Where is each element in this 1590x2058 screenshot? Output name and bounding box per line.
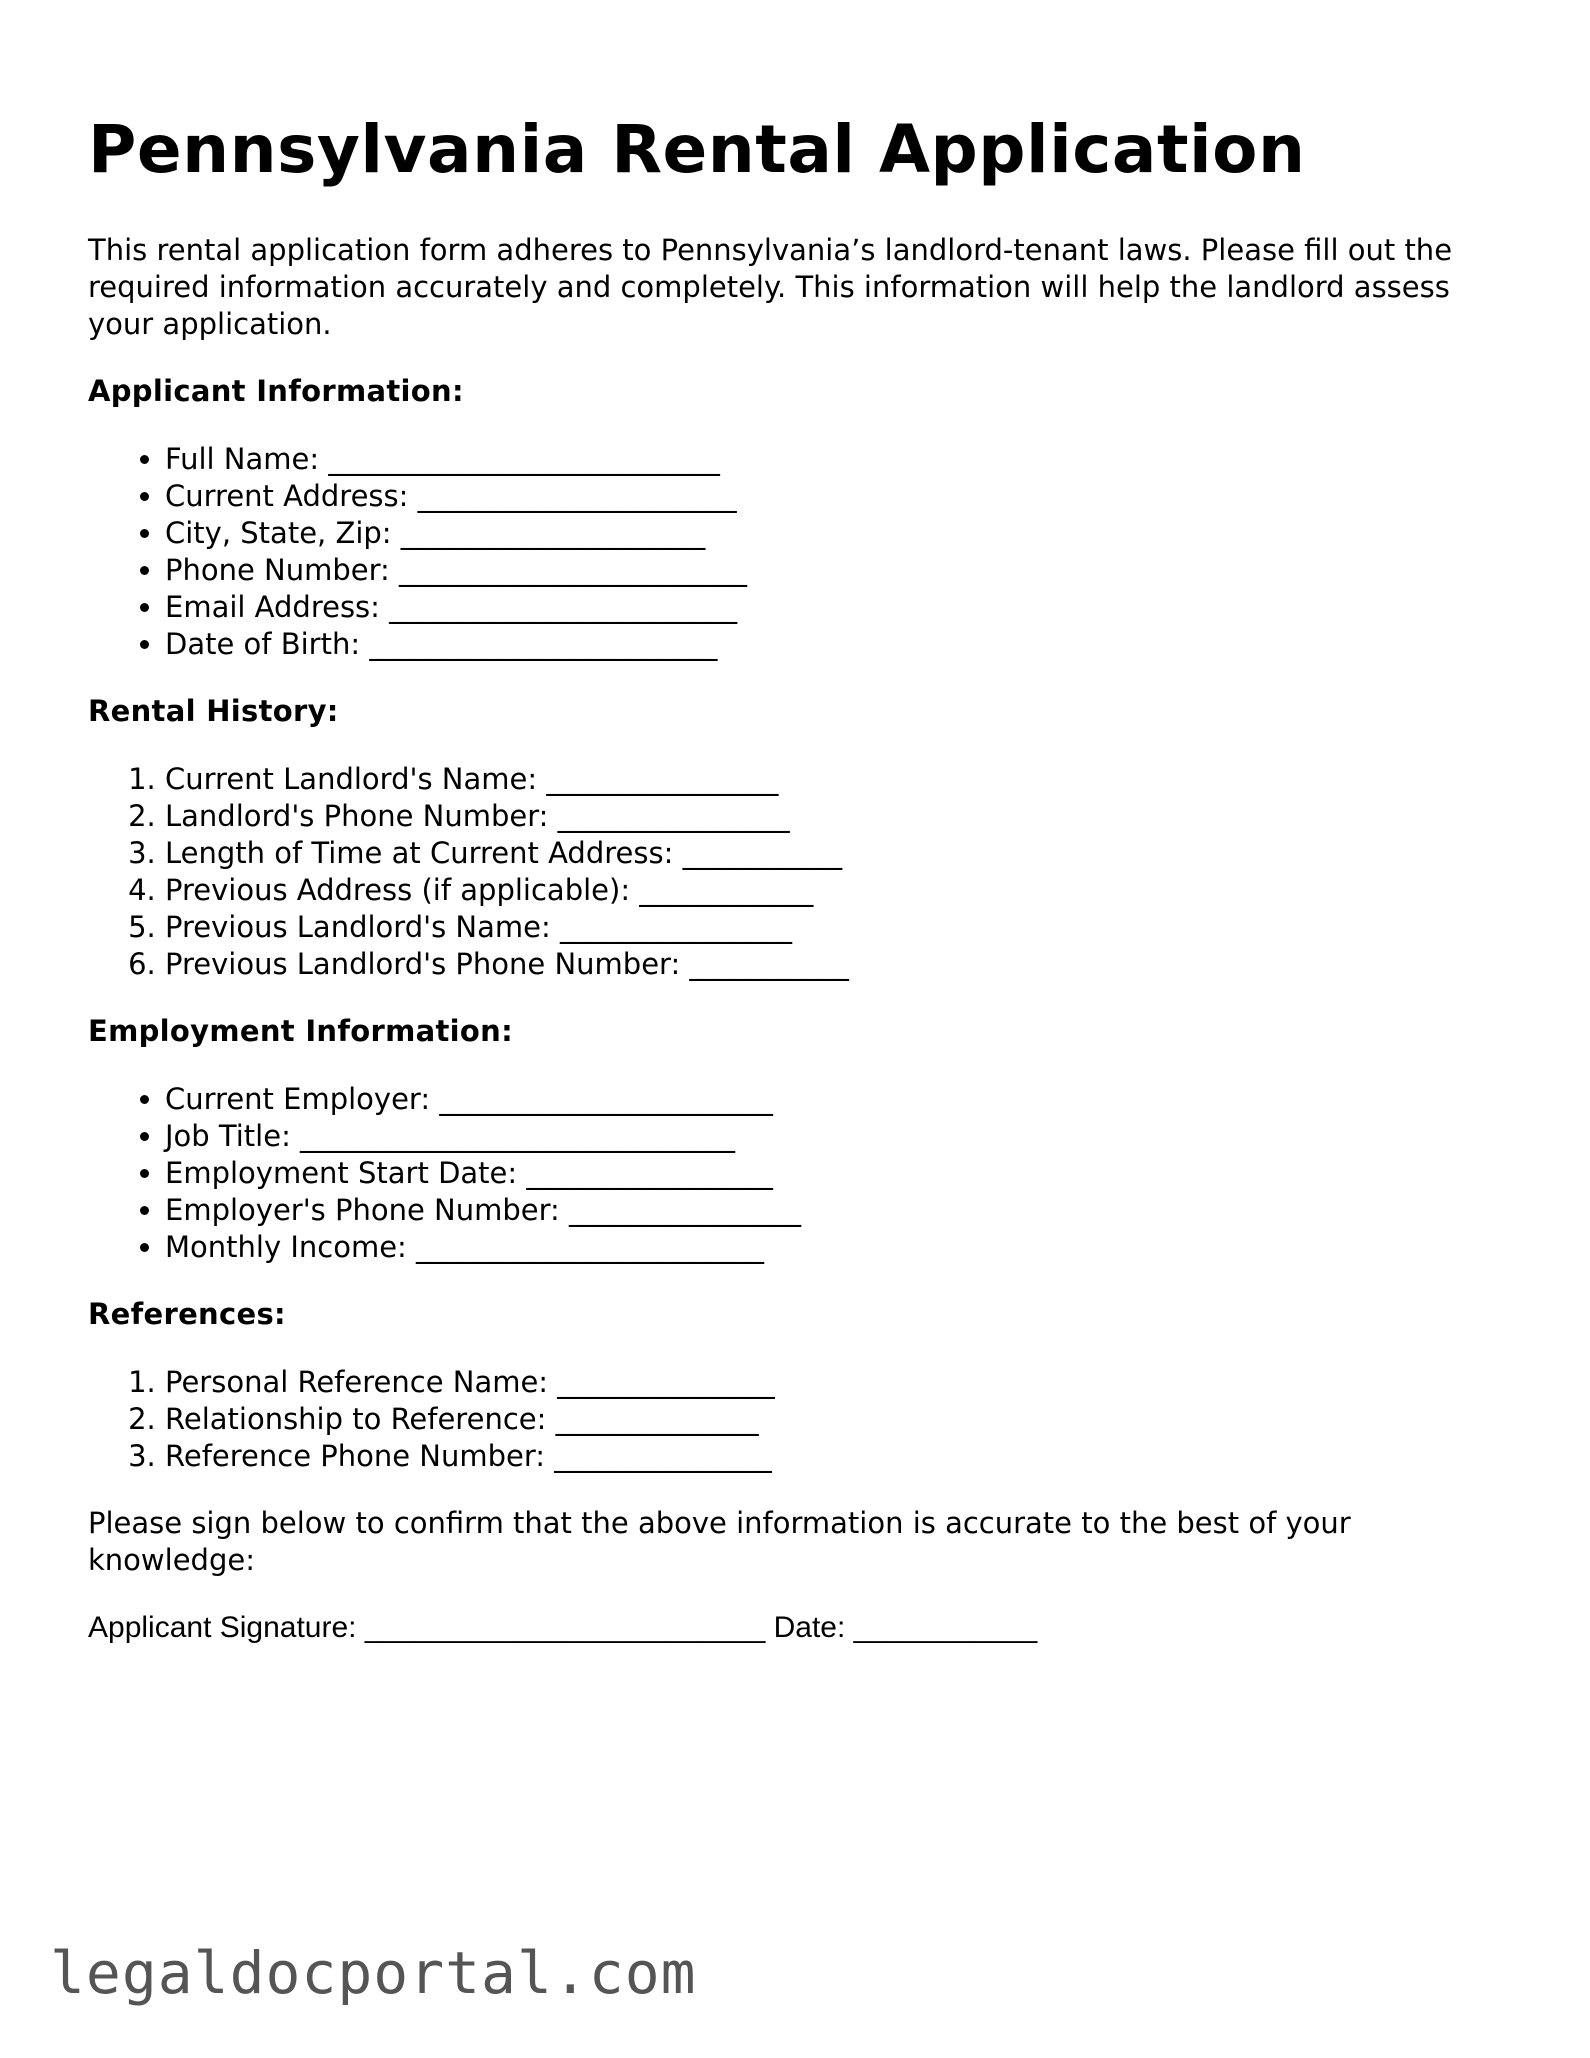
intro-paragraph: This rental application form adheres to Pennsylvania’s landlord-tenant laws. Please fill out the required information accurately and completely. This information will help the landlord assess your application. [88, 233, 1453, 341]
previous-address-field[interactable]: 4. Previous Address (if applicable): ____________ [165, 872, 1508, 909]
monthly-income-field[interactable]: • Monthly Income: ________________________ [165, 1229, 1508, 1266]
personal-reference-name-field[interactable]: 1. Personal Reference Name: _______________ [165, 1364, 1508, 1401]
reference-phone-number-field[interactable]: 3. Reference Phone Number: _______________ [165, 1438, 1508, 1475]
current-employer-field[interactable]: • Current Employer: _______________________ [165, 1081, 1508, 1118]
length-of-time-field[interactable]: 3. Length of Time at Current Address: ___________ [165, 835, 1508, 872]
applicant-current-address-field[interactable]: • Current Address: ______________________ [165, 478, 1508, 515]
document-page [88, 108, 1508, 1646]
applicant-city-state-zip-field[interactable]: • City, State, Zip: _____________________ [165, 515, 1508, 552]
page-title: Pennsylvania Rental Application [88, 111, 1306, 188]
watermark-logo: legaldocportal.com [50, 1939, 697, 2007]
applicant-phone-number-field[interactable]: • Phone Number: ________________________ [165, 552, 1508, 589]
applicant-full-name-field[interactable]: • Full Name: ___________________________ [165, 441, 1508, 478]
applicant-date-of-birth-field[interactable]: • Date of Birth: ________________________ [165, 626, 1508, 663]
signature-and-date-line[interactable]: Applicant Signature: ________________________ Date: ___________ [88, 1611, 1038, 1644]
previous-landlord-name-field[interactable]: 5. Previous Landlord's Name: ________________ [165, 909, 1508, 946]
references-heading: References: [88, 1297, 286, 1331]
applicant-information-list [88, 441, 1508, 663]
applicant-email-address-field[interactable]: • Email Address: ________________________ [165, 589, 1508, 626]
applicant-information-heading: Applicant Information: [88, 374, 464, 408]
employment-start-date-field[interactable]: • Employment Start Date: _________________ [165, 1155, 1508, 1192]
relationship-to-reference-field[interactable]: 2. Relationship to Reference: ______________ [165, 1401, 1508, 1438]
employer-phone-number-field[interactable]: • Employer's Phone Number: ________________ [165, 1192, 1508, 1229]
confirmation-statement: Please sign below to confirm that the above information is accurate to the best of your knowledge: [88, 1506, 1351, 1577]
current-landlord-name-field[interactable]: 1. Current Landlord's Name: ________________ [165, 761, 1508, 798]
employment-information-list [88, 1081, 1508, 1266]
previous-landlord-phone-field[interactable]: 6. Previous Landlord's Phone Number: ___________ [165, 946, 1508, 983]
rental-history-list [88, 761, 1508, 983]
landlord-phone-number-field[interactable]: 2. Landlord's Phone Number: ________________ [165, 798, 1508, 835]
employment-information-heading: Employment Information: [88, 1014, 513, 1048]
references-list [88, 1364, 1508, 1475]
rental-history-heading: Rental History: [88, 694, 339, 728]
job-title-field[interactable]: • Job Title: ______________________________ [165, 1118, 1508, 1155]
